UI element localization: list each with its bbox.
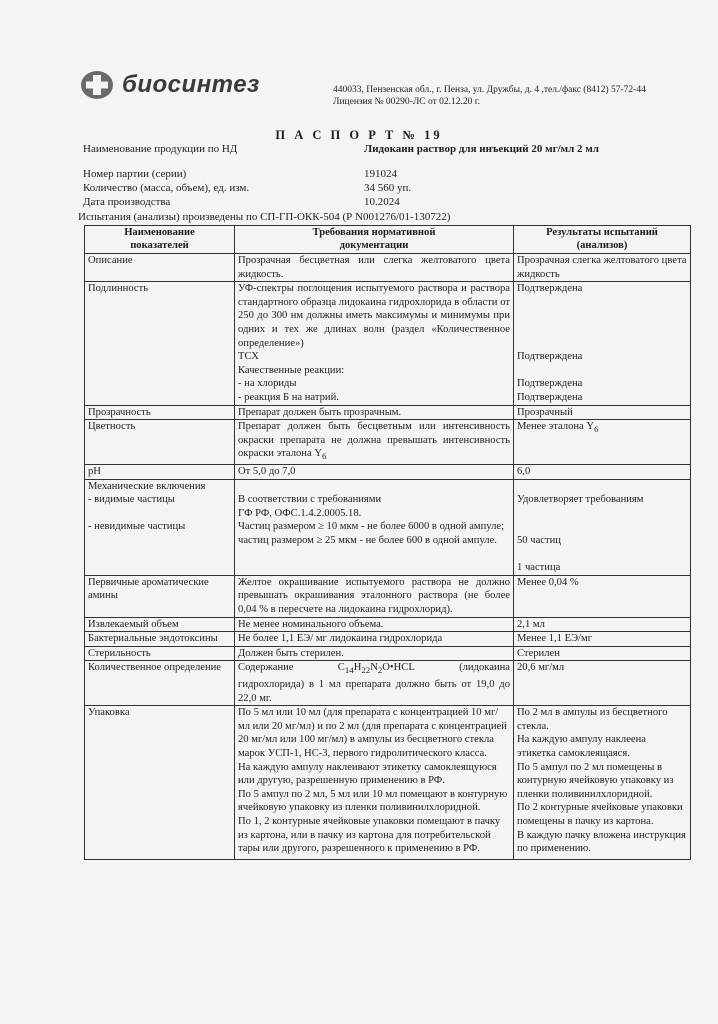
- table-row: [85, 661, 691, 706]
- table-row: [85, 420, 691, 465]
- row-result: Менее эталона $Y_6$: [514, 420, 691, 465]
- row-name: Упаковка: [85, 706, 235, 860]
- row-name: Стерильность: [85, 646, 235, 661]
- row-requirement: В соответствии с требованиями ГФ РФ, ОФС.1.4.2.0005.18. Частиц размером ≥ 10 мкм - не более 6000 в одной ампуле; частиц размером ≥ 25 мкм - не более 600 в одной ампуле.: [235, 479, 514, 575]
- results-table: [84, 225, 691, 860]
- row-requirement: От 5,0 до 7,0: [235, 465, 514, 480]
- company-logo: [80, 70, 260, 100]
- batch-value: 191024: [364, 168, 397, 180]
- row-result: Удовлетворяет требованиям 50 частиц 1 частица: [514, 479, 691, 575]
- row-name: pH: [85, 465, 235, 480]
- table-row: [85, 254, 691, 282]
- table-row: [85, 575, 691, 617]
- production-date-value: 10.2024: [364, 196, 400, 208]
- row-result: 6,0: [514, 465, 691, 480]
- row-result: 2,1 мл: [514, 617, 691, 632]
- row-name: Прозрачность: [85, 405, 235, 420]
- row-requirement: Препарат должен быть бесцветным или интенсивность окраски препарата не должна превышать интенсивность окраски эталона $Y_6$: [235, 420, 514, 465]
- company-address: 440033, Пензенская обл., г. Пенза, ул. Дружбы, д. 4 ,тел./факс (8412) 57-72-44: [333, 85, 646, 95]
- row-name: Бактериальные эндотоксины: [85, 632, 235, 647]
- row-result: 20,6 мг/мл: [514, 661, 691, 706]
- row-name: Описание: [85, 254, 235, 282]
- row-result: По 2 мл в ампулы из бесцветного стекла. На каждую ампулу наклеена этикетка самоклеящаяся. По 5 ампул по 2 мл помещены в контурную ячейковую упаковку из пленки поливинилхлоридной. По 2 контурные ячейковые упаковки помещены в пачку из картона. В каждую пачку вложена инструкция по применению.: [514, 706, 691, 860]
- row-requirement: Желтое окрашивание испытуемого раствора не должно превышать окрашивания эталонного раствора (не более 0,04 % в пересчете на лидокаина гидрохлорид).: [235, 575, 514, 617]
- table-row: [85, 706, 691, 860]
- row-requirement: Не более 1,1 ЕЭ/ мг лидокаина гидрохлорида: [235, 632, 514, 647]
- row-requirement: По 5 мл или 10 мл (для препарата с концентрацией 10 мг/мл или 20 мг/мл) и по 2 мл (для препарата с концентрацией 20 мг/мл или 100 мг/мл) в ампулы из бесцветного стекла марок УСП-1, НС-3, первого гидролитического класса. На каждую ампулу наклеивают этикетку самоклеящуюся или другую, разрешенную применению в РФ. По 5 ампул по 2 мл, 5 мл или 10 мл помещают в контурную ячейковую упаковку из пленки поливинилхлоридной. По 1, 2 контурные ячейковые упаковки помещают в пачку из картона, или в пачку из картона для потребительской тары или другого, разрешенного к применению в РФ.: [235, 706, 514, 860]
- table-row: [85, 479, 691, 575]
- row-result: Стерилен: [514, 646, 691, 661]
- batch-label: Номер партии (серии): [83, 168, 187, 180]
- row-name: Количественное определение: [85, 661, 235, 706]
- row-name: Механические включения - видимые частицы - невидимые частицы: [85, 479, 235, 575]
- company-license: Лицензия № 00290-ЛС от 02.12.20 г.: [333, 97, 480, 107]
- table-header-row: [85, 226, 691, 254]
- production-date-label: Дата производства: [83, 196, 171, 208]
- row-requirement: Препарат должен быть прозрачным.: [235, 405, 514, 420]
- quantity-value: 34 560 уп.: [364, 182, 412, 194]
- header-requirements: Требования нормативной документации: [235, 226, 514, 254]
- row-result: Менее 1,1 ЕЭ/мг: [514, 632, 691, 647]
- product-label: Наименование продукции по НД: [83, 143, 238, 155]
- logo-text: биосинтез: [122, 71, 260, 98]
- cross-logo-icon: [80, 70, 116, 100]
- row-requirement: Содержание $C_{14}H_{22}N_2O•HCL$ (лидокаина гидрохлорида) в 1 мл препарата должно быть от 19,0 до 22,0 мг.: [235, 661, 514, 706]
- table-row: [85, 632, 691, 647]
- quantity-label: Количество (масса, объем), ед. изм.: [83, 182, 250, 194]
- company-address-block: [333, 84, 646, 108]
- row-name: Цветность: [85, 420, 235, 465]
- assay-formula: $C_{14}H_{22}N_2O•HCL$: [337, 662, 415, 676]
- table-row: [85, 646, 691, 661]
- row-requirement: Не менее номинального объема.: [235, 617, 514, 632]
- row-name: Первичные ароматические амины: [85, 575, 235, 617]
- product-value: Лидокаин раствор для инъекций 20 мг/мл 2 мл: [364, 143, 599, 155]
- row-name: Подлинность: [85, 282, 235, 405]
- row-result: Подтверждена Подтверждена Подтверждена Подтверждена: [514, 282, 691, 405]
- row-result: Прозрачная слегка желтоватого цвета жидкость: [514, 254, 691, 282]
- row-requirement: УФ-спектры поглощения испытуемого раствора и раствора стандартного образца лидокаина гидрохлорида в области от 250 до 300 нм должны иметь максимумы и минимумы при одних и тех же длинах волн (раздел «Количественное определение») ТСХ Качественные реакции: - на хлориды - реакция Б на натрий.: [235, 282, 514, 405]
- table-row: [85, 617, 691, 632]
- header-results: Результаты испытаний (анализов): [514, 226, 691, 254]
- row-requirement: Прозрачная бесцветная или слегка желтоватого цвета жидкость.: [235, 254, 514, 282]
- tests-method-line: Испытания (анализы) произведены по СП-ГП-ОКК-504 (Р N001276/01-130722): [78, 211, 451, 223]
- row-requirement: Должен быть стерилен.: [235, 646, 514, 661]
- row-result: Прозрачный: [514, 405, 691, 420]
- row-result: Менее 0,04 %: [514, 575, 691, 617]
- header-name: Наименование показателей: [85, 226, 235, 254]
- passport-title: П А С П О Р Т № 19: [275, 128, 443, 142]
- table-row: [85, 405, 691, 420]
- table-row: [85, 282, 691, 405]
- table-row: [85, 465, 691, 480]
- row-name: Извлекаемый объем: [85, 617, 235, 632]
